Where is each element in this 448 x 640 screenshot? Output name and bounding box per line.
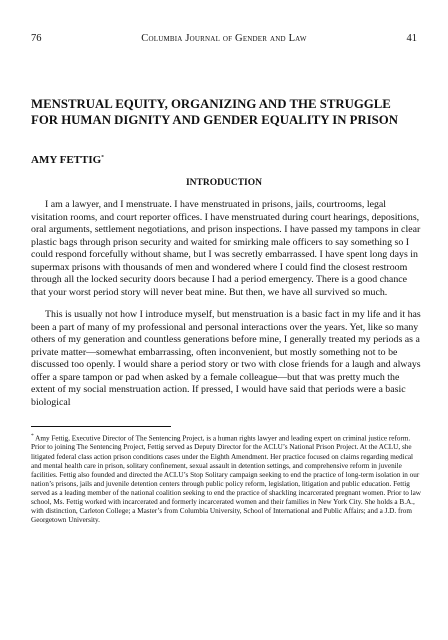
body-paragraph: This is usually not how I introduce myself, but menstruation is a basic fact in my life and it has been a part of many of my professional and personal interactions over the years. Yet, like so many others of my generation and countless generations before mine, I generally treated my periods as a private matter—somewhat embarrassing, often inconvenient, but mostly something not to be discussed too openly. I would share a period story or two with close friends for a laugh and always offer a spare tampon or pad when asked by a female colleague—but that was pretty much the extent of my social menstruation action. If pressed, I would have said that periods were a basic biological — [31, 309, 421, 408]
footnote — [31, 432, 424, 525]
section-heading: INTRODUCTION — [185, 178, 262, 188]
author-footnote-mark: * — [101, 154, 104, 161]
journal-name: Columbia Journal of Gender and Law — [141, 33, 307, 44]
page-number: 76 — [31, 33, 42, 44]
footnote-mark: * — [31, 433, 34, 439]
author-name: AMY FETTIG — [31, 154, 102, 166]
body-paragraph: I am a lawyer, and I menstruate. I have menstruated in prisons, jails, courtrooms, legal visitation rooms, and court reporter offices. I have menstruated during court hearings, depositions, oral arguments, settlement negotiations, and prison inspections. I have passed my tampons in clear plastic bags through prison security and waited for smirking male officers to say something so I could respond forcefully without shame, but I was secretly embarrassed. I have spent long days in supermax prisons with thousands of men and wondered where I could find the closest restroom through all the locked security doors because I had a period emergency. There is a good chance that your worst period story will never beat mine. But then, we have all survived so much. — [31, 199, 421, 298]
running-header — [31, 33, 417, 47]
volume-number: 41 — [406, 33, 417, 44]
author-line — [31, 154, 104, 166]
footnote-text: Amy Fettig, Executive Director of The Sentencing Project, is a human rights lawyer and leading expert on criminal justice reform. Prior to joining The Sentencing Project, Fettig served as Deputy Director for the ACLU’s National Prison Project. At the ACLU, she litigated federal class action prison conditions cases under the Eighth Amendment. Her practice focused on claims regarding medical and mental health care in prison, solitary confinement, sexual assault in detention settings, and comprehensive reform in juvenile facilities. Fettig also founded and directed the ACLU’s Stop Solitary campaign seeking to end the practice of long-term isolation in our nation’s prisons, jails and juvenile detention centers through public policy reform, legislation, litigation and public education. Fettig served as a leading member of the national coalition seeking to end the practice of shackling incarcerated pregnant women. Prior to law school, Ms. Fettig worked with incarcerated and formerly incarcerated women and their families in New York City. She holds a B.A., with distinction, Carleton College; a Master’s from Columbia University, School of International and Public Affairs; and a J.D. from Georgetown University. — [31, 434, 421, 525]
footnote-divider — [31, 426, 171, 427]
article-title: MENSTRUAL EQUITY, ORGANIZING AND THE STRUGGLE FOR HUMAN DIGNITY AND GENDER EQUALITY IN PRISON — [31, 97, 398, 127]
